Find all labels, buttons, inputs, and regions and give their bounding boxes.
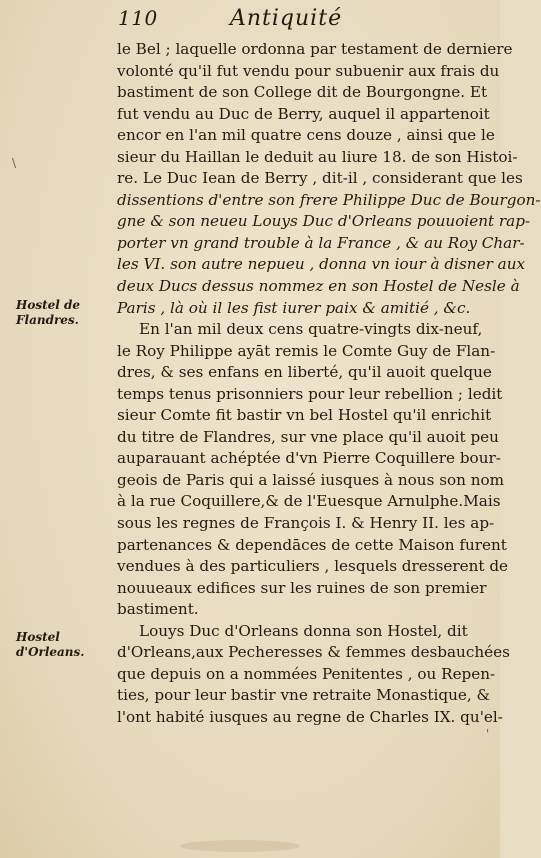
running-title: Antiquité	[230, 6, 343, 31]
text-line: sous les regnes de François I. & Henry II. les ap-	[117, 514, 495, 533]
paper-stain	[180, 840, 300, 852]
margin-mark: \	[12, 156, 17, 170]
text-line: vendues à des particuliers , lesquels dresserent de	[117, 557, 509, 576]
text-line: re. Le Duc Iean de Berry , dit-il , considerant que les	[117, 169, 523, 188]
text-line: fut vendu au Duc de Berry, auquel il appartenoit	[117, 104, 490, 123]
text-line: sieur du Haillan le deduit au liure 18. de son Histoi-	[117, 147, 518, 166]
text-line: dres, & ses enfans en liberté, qu'il auoit quelque	[117, 363, 492, 382]
text-line: auparauant achéptée d'vn Pierre Coquillere bour-	[117, 449, 501, 468]
text-line: bastiment de son College dit de Bourgongne. Et	[117, 83, 488, 102]
text-line: bastiment.	[117, 600, 199, 619]
text-line: volonté qu'il fut vendu pour subuenir aux frais du	[117, 61, 500, 80]
sidenote-line: Flandres.	[16, 313, 79, 327]
text-line: le Roy Philippe ayāt remis le Comte Guy de Flan-	[117, 341, 496, 360]
text-line: l'ont habité iusques au regne de Charles IX. qu'el-	[117, 707, 503, 726]
page-header	[0, 6, 500, 36]
page-number: 110	[118, 6, 158, 30]
text-line: à la rue Coquillere,& de l'Euesque Arnulphe.Mais	[117, 492, 501, 511]
text-line: que depuis on a nommées Penitentes , ou Repen-	[117, 664, 496, 683]
text-line: le Bel ; laquelle ordonna par testament de derniere	[117, 40, 513, 58]
sidenote-line: Hostel de	[16, 298, 81, 312]
sidenote-hostel-d-orleans	[16, 630, 108, 660]
sidenote-line: d'Orleans.	[16, 645, 85, 659]
text-line: temps tenus prisonniers pour leur rebellion ; ledit	[117, 384, 503, 403]
text-line: sieur Comte fit bastir vn bel Hostel qu'il enrichit	[117, 406, 492, 425]
text-line: nouueaux edifices sur les ruines de son premier	[117, 578, 487, 597]
sidenote-hostel-de-flandres	[16, 298, 108, 328]
sidenote-line: Hostel	[16, 630, 60, 644]
text-line: du titre de Flandres, sur vne place qu'il auoit peu	[117, 427, 499, 446]
text-line: geois de Paris qui a laissé iusques à nous son nom	[117, 470, 505, 489]
text-line: porter vn grand trouble à la France , & au Roy Char-	[117, 233, 525, 252]
text-line: partenances & dependāces de cette Maison furent	[117, 535, 507, 554]
text-line: ties, pour leur bastir vne retraite Monastique, &	[117, 686, 491, 705]
margin-mark: '	[486, 727, 490, 741]
text-line: encor en l'an mil quatre cens douze , ainsi que le	[117, 126, 495, 145]
text-line: Louys Duc d'Orleans donna son Hostel, dit	[139, 621, 468, 640]
body-text	[117, 39, 541, 729]
text-line: deux Ducs dessus nommez en son Hostel de Nesle à	[117, 277, 520, 296]
text-line: les VI. son autre nepueu , donna vn iour à disner aux	[117, 255, 526, 274]
text-line: d'Orleans,aux Pecheresses & femmes desbauchées	[117, 643, 510, 662]
text-line: dissentions d'entre son frere Philippe Duc de Bourgon-	[117, 190, 541, 209]
text-line: Paris , là où il les fist iurer paix & amitié , &c.	[117, 298, 471, 317]
text-line: gne & son neueu Louys Duc d'Orleans pouuoient rap-	[117, 212, 531, 231]
text-line: En l'an mil deux cens quatre-vingts dix-neuf,	[139, 320, 483, 339]
